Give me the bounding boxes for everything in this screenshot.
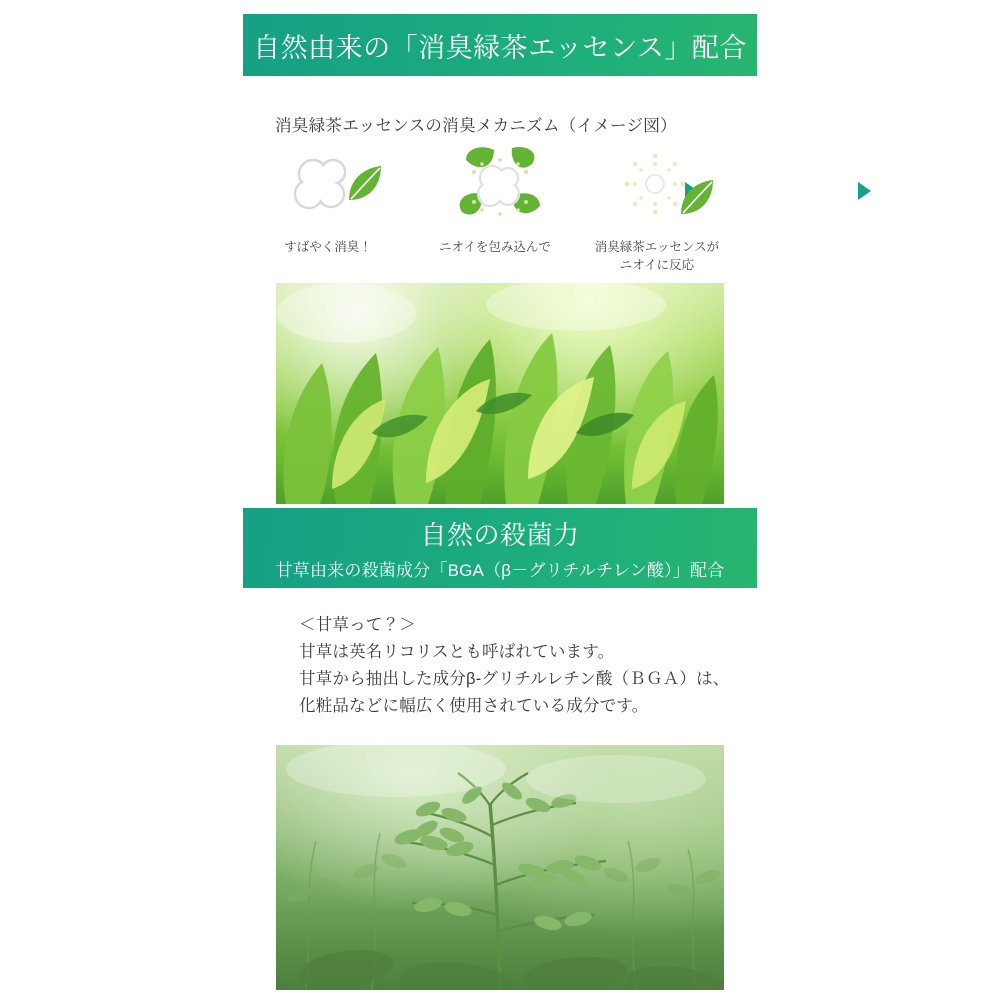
second-banner-subtitle: 甘草由来の殺菌成分「BGA（β－グリチルチレン酸）」配合 bbox=[275, 561, 725, 580]
second-banner-title: 自然の殺菌力 bbox=[420, 520, 580, 550]
licorice-photo bbox=[276, 745, 724, 990]
top-green-banner bbox=[243, 14, 757, 76]
description-line-1: ＜甘草って？＞ bbox=[299, 616, 416, 634]
mechanism-diagram bbox=[275, 142, 730, 237]
top-banner-title: 自然由来の「消臭緑茶エッセンス」配合 bbox=[253, 32, 747, 63]
mechanism-caption-3-line2: ニオイに反応 bbox=[619, 258, 695, 273]
burst-reaction-leaf-icon bbox=[605, 142, 730, 234]
mechanism-step-3 bbox=[605, 142, 730, 234]
description-line-2: 甘草は英名リコリスとも呼ばれています。 bbox=[299, 642, 615, 661]
licorice-photo-plants bbox=[276, 745, 724, 990]
enclosed-cloud-leaves-icon bbox=[440, 142, 565, 234]
licorice-description bbox=[299, 612, 730, 720]
mechanism-caption-3-line1: 消臭緑茶エッセンスが bbox=[594, 240, 720, 254]
mechanism-step-1 bbox=[275, 142, 400, 234]
odor-cloud-leaf-icon bbox=[275, 142, 400, 234]
mechanism-caption-2: ニオイを包み込んで bbox=[439, 240, 551, 254]
arrow-right-icon-2 bbox=[858, 182, 871, 200]
mechanism-caption-1: すばやく消臭！ bbox=[284, 240, 372, 254]
green-tea-photo bbox=[276, 283, 724, 504]
tea-photo-foliage bbox=[276, 283, 724, 504]
description-line-4: 化粧品などに幅広く使用されている成分です。 bbox=[299, 696, 649, 715]
mechanism-step-2 bbox=[440, 142, 565, 234]
mechanism-heading: 消臭緑茶エッセンスの消臭メカニズム（イメージ図） bbox=[275, 117, 677, 135]
second-green-banner bbox=[243, 508, 757, 588]
mechanism-caption-3 bbox=[572, 238, 742, 274]
description-line-3: 甘草から抽出した成分β-グリチルレチン酸（ＢＧＡ）は、 bbox=[299, 669, 730, 688]
